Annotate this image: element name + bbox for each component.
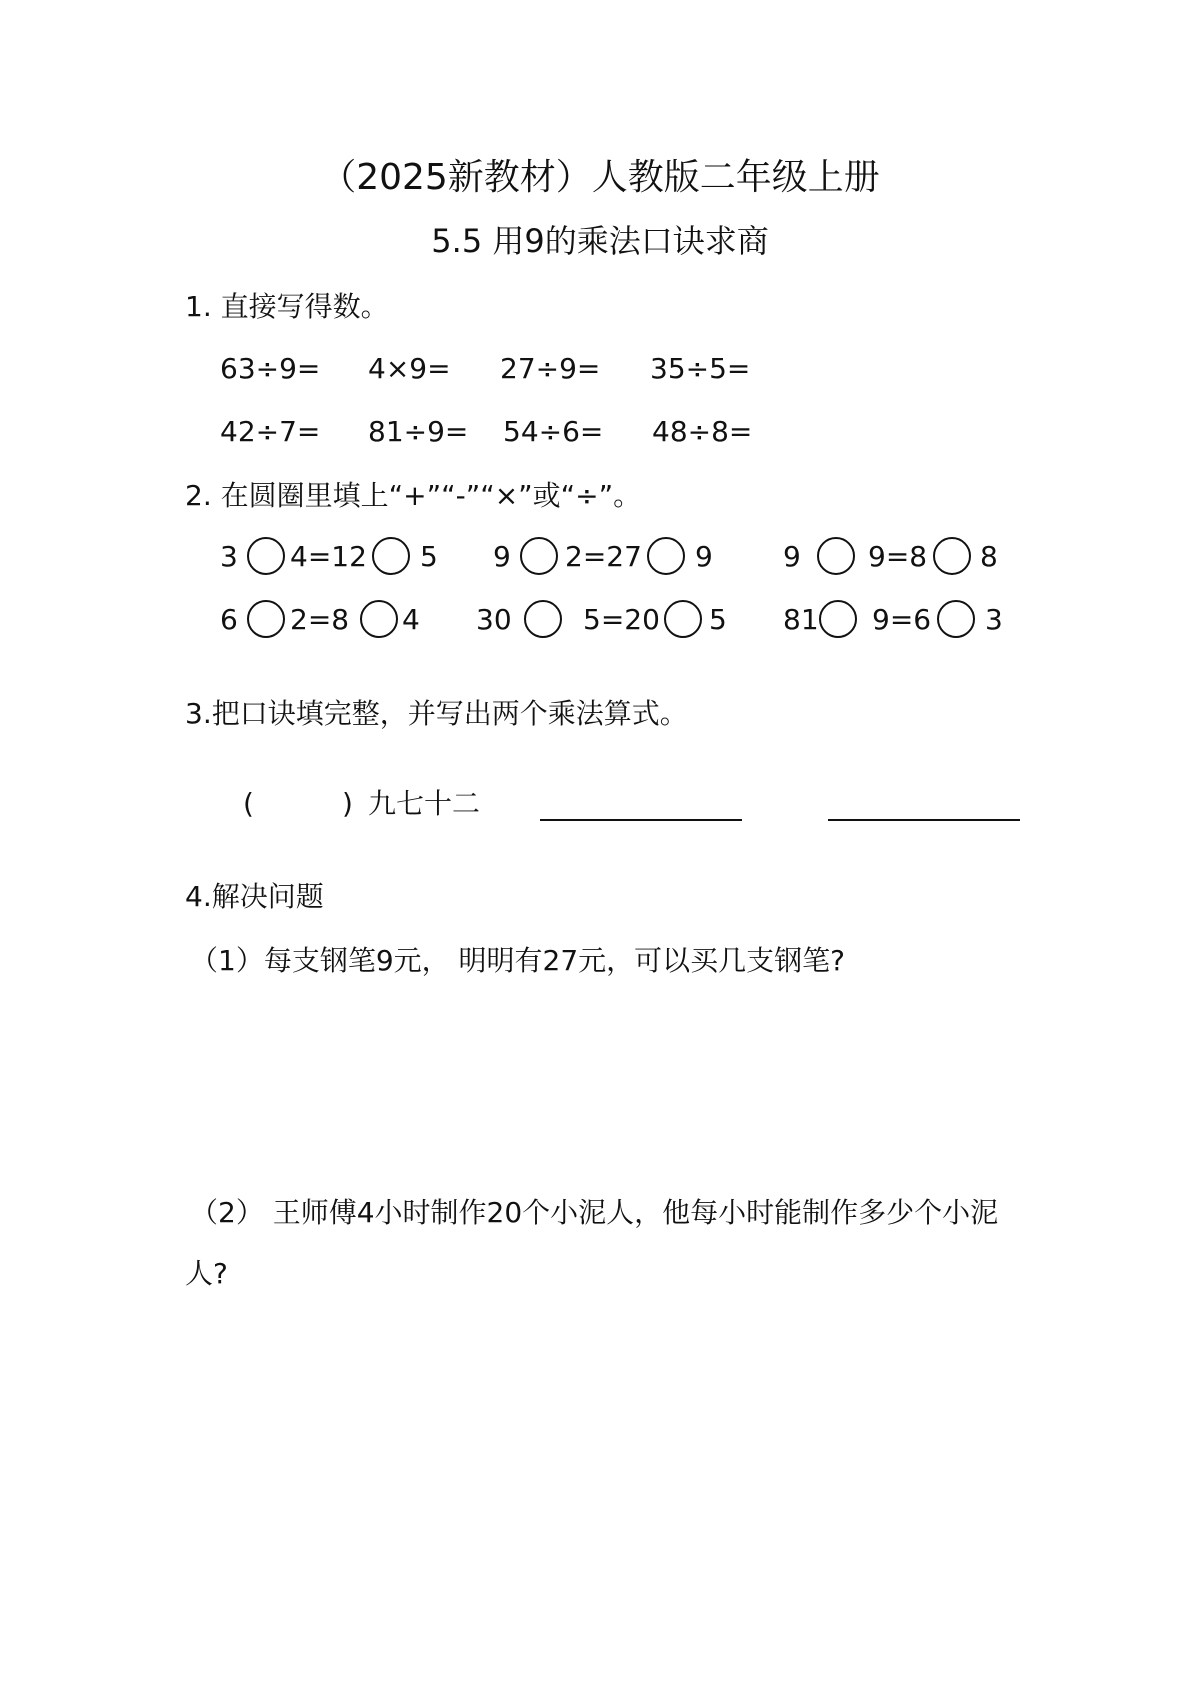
q1-equation: 48÷8= bbox=[652, 415, 753, 448]
operator-circle[interactable] bbox=[664, 600, 702, 638]
q4-answer-area-1[interactable] bbox=[185, 990, 1025, 1180]
operator-circle[interactable] bbox=[819, 600, 857, 638]
q3-heading: 3.把口诀填完整，并写出两个乘法算式。 bbox=[185, 697, 688, 730]
q2-operand: 3 bbox=[985, 603, 1003, 636]
q2-operand: 9 bbox=[783, 540, 801, 573]
q1-heading: 1. 直接写得数。 bbox=[185, 290, 389, 323]
q2-operand: 4=12 bbox=[290, 540, 367, 573]
q3-rhyme-blank[interactable] bbox=[262, 786, 342, 820]
q2-operand: 9=6 bbox=[872, 603, 932, 636]
q2-operand: 9 bbox=[695, 540, 713, 573]
answer-line-2[interactable] bbox=[828, 819, 1020, 821]
operator-circle[interactable] bbox=[524, 600, 562, 638]
worksheet-title: （2025新教材）人教版二年级上册 bbox=[320, 157, 880, 198]
operator-circle[interactable] bbox=[817, 537, 855, 575]
q2-operand: 8 bbox=[980, 540, 998, 573]
operator-circle[interactable] bbox=[647, 537, 685, 575]
answer-line-1[interactable] bbox=[540, 819, 742, 821]
q4-problem-2-line-2: 人? bbox=[185, 1257, 228, 1290]
operator-circle[interactable] bbox=[520, 537, 558, 575]
q2-operand: 5=20 bbox=[583, 603, 660, 636]
operator-circle[interactable] bbox=[937, 600, 975, 638]
q4-heading: 4.解决问题 bbox=[185, 880, 324, 913]
q2-operand: 30 bbox=[476, 603, 512, 636]
q2-operand: 5 bbox=[420, 540, 438, 573]
q2-heading: 2. 在圆圈里填上“+”“-”“×”或“÷”。 bbox=[185, 479, 642, 512]
q1-equation: 35÷5= bbox=[650, 352, 751, 385]
q2-operand: 2=27 bbox=[565, 540, 642, 573]
operator-circle[interactable] bbox=[247, 537, 285, 575]
q1-equation: 63÷9= bbox=[220, 352, 321, 385]
q3-open-paren: ( bbox=[243, 787, 254, 820]
q4-problem-1: （1）每支钢笔9元， 明明有27元，可以买几支钢笔? bbox=[190, 944, 846, 977]
q2-operand: 4 bbox=[402, 603, 420, 636]
operator-circle[interactable] bbox=[247, 600, 285, 638]
lesson-subtitle: 5.5 用9的乘法口诀求商 bbox=[431, 222, 769, 260]
operator-circle[interactable] bbox=[933, 537, 971, 575]
q2-operand: 81 bbox=[783, 603, 819, 636]
q2-operand: 9 bbox=[493, 540, 511, 573]
q1-equation: 54÷6= bbox=[503, 415, 604, 448]
q2-operand: 6 bbox=[220, 603, 238, 636]
q1-equation: 42÷7= bbox=[220, 415, 321, 448]
q2-operand: 5 bbox=[709, 603, 727, 636]
q1-equation: 4×9= bbox=[368, 352, 451, 385]
q1-equation: 27÷9= bbox=[500, 352, 601, 385]
q2-operand: 2=8 bbox=[290, 603, 350, 636]
q2-operand: 9=8 bbox=[868, 540, 928, 573]
q2-operand: 3 bbox=[220, 540, 238, 573]
q3-close-paren: ) bbox=[342, 787, 353, 820]
operator-circle[interactable] bbox=[372, 537, 410, 575]
operator-circle[interactable] bbox=[360, 600, 398, 638]
q4-answer-area-2[interactable] bbox=[185, 1310, 1025, 1550]
q1-equation: 81÷9= bbox=[368, 415, 469, 448]
q4-problem-2-line-1: （2） 王师傅4小时制作20个小泥人，他每小时能制作多少个小泥 bbox=[190, 1196, 999, 1229]
q3-rhyme: 九七十二 bbox=[368, 787, 481, 820]
